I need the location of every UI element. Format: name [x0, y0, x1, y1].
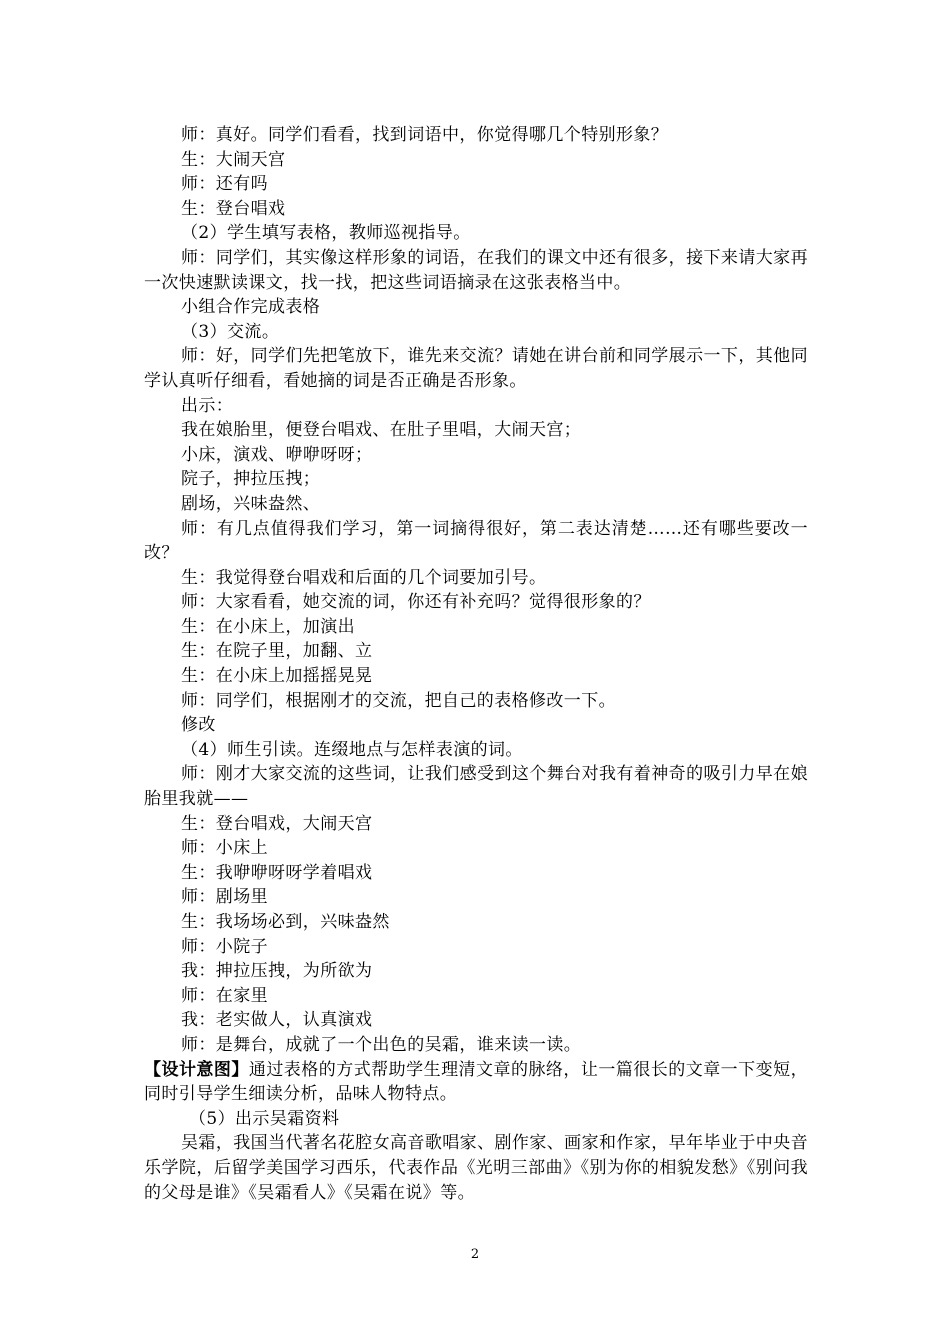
paragraph: 生：我咿咿呀呀学着唱戏	[181, 862, 373, 883]
paragraph: （4）师生引读。连缀地点与怎样表演的词。	[181, 739, 523, 760]
paragraph: 师：大家看看，她交流的词，你还有补充吗？觉得很形象的？	[181, 592, 651, 613]
paragraph: 剧场，兴味盎然、	[181, 493, 321, 514]
paragraph: 我：抻拉压拽，为所欲为	[181, 961, 373, 982]
paragraph: （3）交流。	[181, 321, 280, 342]
paragraph: 师：有几点值得我们学习，第一词摘得很好，第二表达清楚……还有哪些要改一改？	[144, 518, 808, 564]
paragraph: 师：在家里	[181, 985, 268, 1006]
design-intent-label: 【设计意图】	[144, 1059, 249, 1080]
page-number: 2	[470, 1247, 480, 1262]
paragraph: 出示：	[181, 395, 234, 416]
paragraph: 生：大闹天宫	[181, 149, 286, 170]
paragraph: 师：同学们，根据刚才的交流，把自己的表格修改一下。	[181, 690, 616, 711]
paragraph: 师：小床上	[181, 838, 268, 859]
page-content	[144, 123, 808, 1205]
paragraph: 师：小院子	[181, 936, 268, 957]
paragraph: 师：真好。同学们看看，找到词语中，你觉得哪几个特别形象？	[181, 125, 669, 145]
paragraph: 院子，抻拉压拽；	[181, 469, 321, 490]
paragraph: 师：刚才大家交流的这些词，让我们感受到这个舞台对我有着神奇的吸引力早在娘胎里我就——	[144, 764, 808, 810]
paragraph: 生：登台唱戏，大闹天宫	[181, 813, 373, 834]
section5-text: 吴霜，我国当代著名花腔女高音歌唱家、剧作家、画家和作家，早年毕业于中央音乐学院，后留学美国学习西乐，代表作品《光明三部曲》《别为你的相貌发愁》《别问我的父母是谁》《吴霜看人》《吴霜在说》等。	[144, 1133, 808, 1203]
paragraph: 师：剧场里	[181, 887, 268, 908]
paragraph: 师：同学们，其实像这样形象的词语，在我们的课文中还有很多，接下来请大家再一次快速默读课文，找一找，把这些词语摘录在这张表格当中。	[144, 247, 808, 293]
design-intent-paragraph	[144, 1058, 808, 1107]
paragraph: 我在娘胎里，便登台唱戏、在肚子里唱，大闹天宫；	[181, 420, 582, 441]
paragraph: 生：登台唱戏	[181, 198, 286, 219]
paragraph: 小床，演戏、咿咿呀呀；	[181, 444, 373, 465]
paragraph: 小组合作完成表格	[181, 297, 321, 318]
section5-heading: （5）出示吴霜资料	[189, 1108, 340, 1129]
paragraph: 师：还有吗	[181, 174, 268, 195]
paragraph: 生：在小床上加摇摇晃晃	[181, 666, 373, 687]
paragraph: 我：老实做人，认真演戏	[181, 1010, 373, 1031]
paragraph: 生：我场场必到，兴味盎然	[181, 912, 390, 932]
paragraph: （2）学生填写表格，教师巡视指导。	[181, 223, 471, 244]
paragraph: 修改	[181, 715, 216, 736]
paragraph: 生：我觉得登台唱戏和后面的几个词要加引号。	[181, 567, 547, 588]
design-intent-text: 通过表格的方式帮助学生理清文章的脉络，让一篇很长的文章一下变短，同时引导学生细读分析，品味人物特点。	[144, 1059, 808, 1105]
paragraph: 生：在院子里，加翻、立	[181, 641, 373, 662]
paragraph: 师：好，同学们先把笔放下，谁先来交流？请她在讲台前和同学展示一下，其他同学认真听仔细看，看她摘的词是否正确是否形象。	[144, 346, 808, 391]
paragraph: 师：是舞台，成就了一个出色的吴霜，谁来读一读。	[181, 1034, 582, 1055]
paragraph: 生：在小床上，加演出	[181, 616, 355, 637]
